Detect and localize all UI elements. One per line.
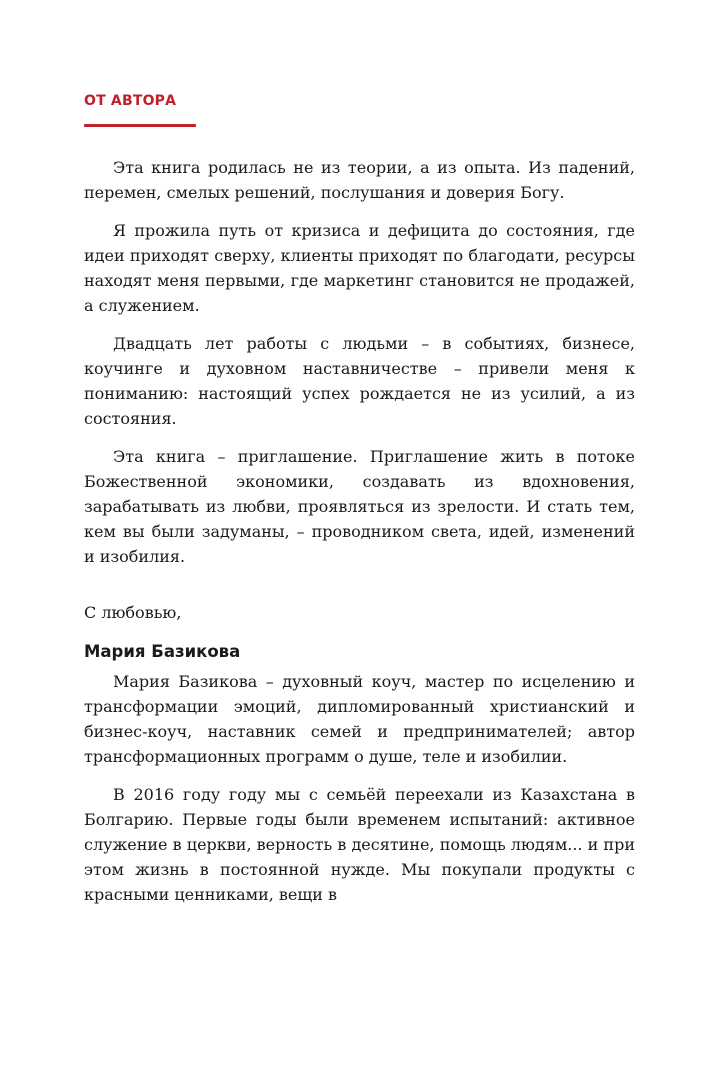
bio-paragraph: В 2016 году году мы с семьёй переехали из Казахстана в Болгарию. Первые годы были временем испытаний: активное служение в церкви, верность в десятине, помощь людям... и при этом жизнь в постоянной нужде. Мы покупали продукты с красными ценниками, вещи в [84,785,635,904]
intro-paragraph: Двадцать лет работы с людьми – в событиях, бизнесе, коучинге и духовном наставничестве – привели меня к пониманию: настоящий успех рождается не из усилий, а из состояния. [84,334,635,428]
section-title: ОТ АВТОРА [84,93,177,109]
intro-paragraph: Эта книга родилась не из теории, а из опыта. Из падений, перемен, смелых решений, послушания и доверия Богу. [84,158,635,202]
signoff: С любовью, [84,603,182,622]
intro-paragraph: Эта книга – приглашение. Приглашение жить в потоке Божественной экономики, создавать из вдохновения, зарабатывать из любви, проявляться из зрелости. И стать тем, кем вы были задуманы, – проводником света, идей, изменений и изобилия. [84,447,635,566]
intro-paragraph: Я прожила путь от кризиса и дефицита до состояния, где идеи приходят сверху, клиенты приходят по благодати, ресурсы находят меня первыми, где маркетинг становится не продажей, а служением. [84,221,635,315]
author-name: Мария Базикова [84,642,241,661]
bio-paragraph: Мария Базикова – духовный коуч, мастер по исцелению и трансформации эмоций, дипломированный христианский и бизнес-коуч, наставник семей и предпринимателей; автор трансформационных программ о душе, теле и изобилии. [84,672,635,766]
body-text [84,155,635,920]
title-underline [84,124,196,127]
